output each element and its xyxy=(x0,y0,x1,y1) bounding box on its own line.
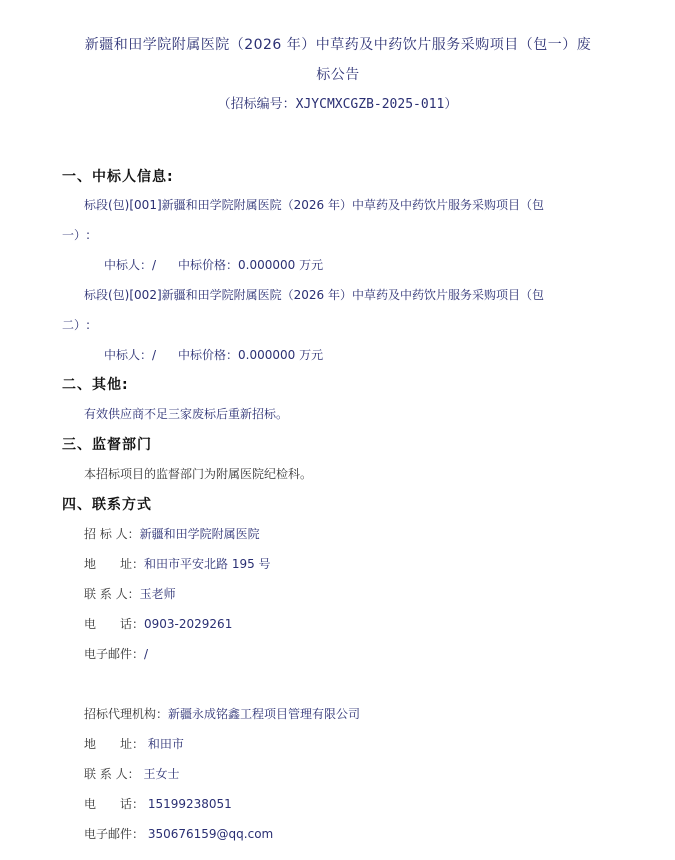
phone-value: 0903-2029261 xyxy=(144,617,233,631)
lot2-line-1: 标段(包)[002]新疆和田学院附属医院（2026 年）中草药及中药饮片服务采购项目（包 xyxy=(84,288,544,302)
section-heading-other: 二、其他: xyxy=(62,377,129,393)
lot2-line-2: 二）: xyxy=(62,318,91,332)
tender-number xyxy=(0,94,675,116)
address-value: 和田市平安北路 195 号 xyxy=(144,557,271,571)
email-label: 电子邮件： xyxy=(84,647,145,661)
agency-address-label: 地 址： xyxy=(84,737,145,751)
other-text: 有效供应商不足三家废标后重新招标。 xyxy=(84,407,289,421)
agency-email-label: 电子邮件： xyxy=(84,827,145,841)
address-row xyxy=(84,555,271,573)
tenderer-row xyxy=(84,525,260,543)
agency-value: 新疆永成铭鑫工程项目管理有限公司 xyxy=(168,707,361,721)
tenderer-label: 招 标 人： xyxy=(84,527,140,541)
agency-address-value: 和田市 xyxy=(144,737,184,751)
lot1-result xyxy=(104,256,323,274)
agency-contact-value: 王女士 xyxy=(139,767,180,781)
agency-contact-row xyxy=(84,765,179,783)
email-value: / xyxy=(144,647,149,661)
agency-email-link[interactable]: 350676159@qq.com xyxy=(144,827,274,841)
tender-number-suffix: ） xyxy=(444,97,458,112)
supervision-text xyxy=(84,465,312,483)
contact-label: 联 系 人： xyxy=(84,587,140,601)
lot1-winner: 中标人：/ xyxy=(104,258,157,272)
lot1-line-2: 一）: xyxy=(62,228,91,242)
email-row xyxy=(84,645,148,663)
agency-phone-label: 电 话： xyxy=(84,797,145,811)
tender-number-prefix: （招标编号： xyxy=(217,97,296,112)
title-line-1: 新疆和田学院附属医院（2026 年）中草药及中药饮片服务采购项目（包一）废 xyxy=(84,37,592,53)
phone-row xyxy=(84,615,232,633)
agency-contact-label: 联 系 人： xyxy=(84,767,140,781)
agency-phone-row xyxy=(84,795,232,813)
page-title xyxy=(60,30,616,90)
agency-address-row xyxy=(84,735,184,753)
contact-row xyxy=(84,585,176,603)
lot1-line-1: 标段(包)[001]新疆和田学院附属医院（2026 年）中草药及中药饮片服务采购项目（包 xyxy=(84,198,544,212)
section-heading-supervision: 三、监督部门 xyxy=(62,437,152,453)
section-heading-winner: 一、中标人信息: xyxy=(62,169,174,185)
tender-number-code: XJYCMXCGZB-2025-011 xyxy=(295,97,445,112)
address-label: 地 址： xyxy=(84,557,145,571)
lot2-price: 中标价格：0.000000 万元 xyxy=(178,348,324,362)
agency-email-row xyxy=(84,825,273,843)
section-heading-contact: 四、联系方式 xyxy=(62,497,152,513)
phone-label: 电 话： xyxy=(84,617,145,631)
agency-label: 招标代理机构： xyxy=(84,707,169,721)
contact-value: 玉老师 xyxy=(139,587,176,601)
title-line-2: 标公告 xyxy=(316,67,360,83)
lot2-result xyxy=(104,346,323,364)
tenderer-value: 新疆和田学院附属医院 xyxy=(139,527,260,541)
agency-phone-value: 15199238051 xyxy=(144,797,232,811)
lot1-price: 中标价格：0.000000 万元 xyxy=(178,258,324,272)
agency-row xyxy=(84,705,360,723)
supervision-text-content: 本招标项目的监督部门为附属医院纪检科。 xyxy=(84,467,313,481)
lot2-winner: 中标人：/ xyxy=(104,348,157,362)
